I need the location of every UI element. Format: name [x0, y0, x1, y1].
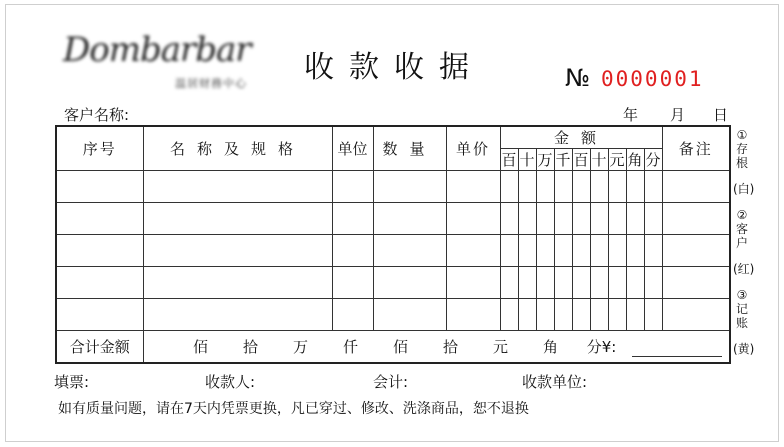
table-cell[interactable]	[143, 299, 332, 331]
table-cell[interactable]	[332, 235, 373, 267]
table-cell[interactable]	[446, 203, 500, 235]
table-cell[interactable]	[608, 267, 626, 299]
header-digit: 角	[626, 149, 644, 171]
date-year-label: 年	[623, 106, 639, 124]
table-cell[interactable]	[446, 171, 500, 203]
table-cell[interactable]	[590, 171, 608, 203]
table-cell[interactable]	[608, 235, 626, 267]
table-row	[56, 235, 730, 267]
table-cell[interactable]	[590, 299, 608, 331]
table-cell[interactable]	[373, 267, 446, 299]
copy-stub-label: ①存根	[735, 128, 748, 170]
amount-unit-label: 拾	[442, 337, 458, 356]
table-cell[interactable]	[500, 235, 518, 267]
amount-unit-label: 佰	[192, 337, 208, 356]
table-row	[56, 267, 730, 299]
table-cell[interactable]	[56, 203, 143, 235]
table-cell[interactable]	[662, 267, 730, 299]
table-cell[interactable]	[572, 267, 590, 299]
table-cell[interactable]	[662, 235, 730, 267]
return-policy-notice: 如有质量问题，请在7天内凭票更换，凡已穿过、修改、洗涤商品，恕不退换	[58, 401, 529, 417]
table-cell[interactable]	[500, 267, 518, 299]
header-digit: 元	[608, 149, 626, 171]
table-cell[interactable]	[608, 299, 626, 331]
header-digit: 分	[644, 149, 662, 171]
header-quantity: 数量	[373, 126, 446, 171]
table-cell[interactable]	[608, 203, 626, 235]
table-cell[interactable]	[143, 171, 332, 203]
table-cell[interactable]	[143, 203, 332, 235]
table-cell[interactable]	[373, 171, 446, 203]
header-digit: 十	[518, 149, 536, 171]
company-logo	[63, 30, 273, 90]
copy-stub-color: (白)	[733, 182, 755, 196]
header-digit: 百	[572, 149, 590, 171]
table-cell[interactable]	[590, 267, 608, 299]
header-amount: 金额	[500, 126, 662, 149]
customer-name-label: 客户名称:	[64, 106, 130, 124]
amount-unit-label: 分¥:	[586, 337, 617, 356]
table-cell[interactable]	[332, 203, 373, 235]
table-cell[interactable]	[446, 267, 500, 299]
table-cell[interactable]	[662, 299, 730, 331]
table-cell[interactable]	[644, 171, 662, 203]
table-cell[interactable]	[572, 171, 590, 203]
table-cell[interactable]	[554, 203, 572, 235]
table-cell[interactable]	[608, 171, 626, 203]
table-cell[interactable]	[56, 171, 143, 203]
copy-account-label: ③记账	[735, 288, 748, 330]
receipt-number-mark: №	[565, 64, 590, 92]
logo-script: Dombarbar	[63, 30, 251, 70]
table-cell[interactable]	[644, 299, 662, 331]
header-remark: 备注	[662, 126, 730, 171]
table-cell[interactable]	[662, 203, 730, 235]
logo-subtitle: 温居财務中心	[175, 77, 247, 90]
table-cell[interactable]	[644, 203, 662, 235]
receipt-table	[55, 125, 731, 364]
amount-figure-line[interactable]	[632, 342, 722, 357]
table-cell[interactable]	[446, 299, 500, 331]
table-cell[interactable]	[332, 171, 373, 203]
amount-unit-label: 仟	[342, 337, 358, 356]
header-digit: 万	[536, 149, 554, 171]
header-unit: 单位	[332, 126, 373, 171]
amount-unit-label: 角	[542, 337, 558, 356]
table-cell[interactable]	[143, 235, 332, 267]
table-cell[interactable]	[554, 299, 572, 331]
header-digit: 千	[554, 149, 572, 171]
table-cell[interactable]	[500, 299, 518, 331]
table-cell[interactable]	[518, 203, 536, 235]
table-cell[interactable]	[536, 235, 554, 267]
date-day-label: 日	[713, 106, 729, 124]
payee-label: 收款人:	[205, 373, 256, 391]
copy-customer-label: ②客户	[735, 208, 748, 250]
table-cell[interactable]	[518, 235, 536, 267]
table-cell[interactable]	[143, 267, 332, 299]
header-price: 单价	[446, 126, 500, 171]
copy-account-color: (黄)	[733, 342, 755, 356]
header-name-spec: 名称及规格	[143, 126, 332, 171]
total-row	[56, 331, 730, 363]
table-cell[interactable]	[644, 235, 662, 267]
table-cell[interactable]	[56, 235, 143, 267]
table-cell[interactable]	[536, 299, 554, 331]
date-month-label: 月	[670, 106, 686, 124]
amount-unit-label: 万	[292, 337, 308, 356]
accountant-label: 会计:	[373, 373, 409, 391]
amount-unit-label: 元	[492, 337, 508, 356]
table-cell[interactable]	[56, 267, 143, 299]
table-cell[interactable]	[572, 203, 590, 235]
table-cell[interactable]	[500, 203, 518, 235]
total-amount-label: 合计金额	[56, 331, 143, 363]
table-cell[interactable]	[518, 299, 536, 331]
table-cell[interactable]	[536, 171, 554, 203]
filler-label: 填票:	[54, 373, 90, 391]
header-digit: 十	[590, 149, 608, 171]
table-cell[interactable]	[626, 235, 644, 267]
table-row	[56, 299, 730, 331]
receiving-unit-label: 收款单位:	[522, 373, 588, 391]
table-cell[interactable]	[554, 171, 572, 203]
table-cell[interactable]	[536, 267, 554, 299]
amount-in-words[interactable]	[143, 331, 730, 363]
copy-indicator	[733, 128, 755, 356]
table-cell[interactable]	[644, 267, 662, 299]
table-cell[interactable]	[572, 299, 590, 331]
table-row	[56, 171, 730, 203]
table-cell[interactable]	[518, 171, 536, 203]
header-seq: 序号	[56, 126, 143, 171]
table-cell[interactable]	[590, 203, 608, 235]
table-cell[interactable]	[373, 235, 446, 267]
amount-unit-label: 佰	[392, 337, 408, 356]
table-cell[interactable]	[590, 235, 608, 267]
table-cell[interactable]	[572, 235, 590, 267]
page-title: 收款收据	[304, 50, 484, 85]
table-cell[interactable]	[332, 299, 373, 331]
table-cell[interactable]	[332, 267, 373, 299]
table-cell[interactable]	[662, 171, 730, 203]
table-cell[interactable]	[518, 267, 536, 299]
table-cell[interactable]	[536, 203, 554, 235]
header-digit: 百	[500, 149, 518, 171]
table-cell[interactable]	[373, 203, 446, 235]
table-cell[interactable]	[500, 171, 518, 203]
table-cell[interactable]	[626, 203, 644, 235]
table-cell[interactable]	[626, 299, 644, 331]
table-cell[interactable]	[626, 171, 644, 203]
amount-unit-label: 拾	[242, 337, 258, 356]
table-cell[interactable]	[626, 267, 644, 299]
receipt-number: 0000001	[601, 67, 704, 91]
copy-customer-color: (红)	[733, 262, 755, 276]
table-cell[interactable]	[373, 299, 446, 331]
table-cell[interactable]	[446, 235, 500, 267]
table-cell[interactable]	[554, 235, 572, 267]
table-cell[interactable]	[56, 299, 143, 331]
table-row	[56, 203, 730, 235]
table-cell[interactable]	[554, 267, 572, 299]
